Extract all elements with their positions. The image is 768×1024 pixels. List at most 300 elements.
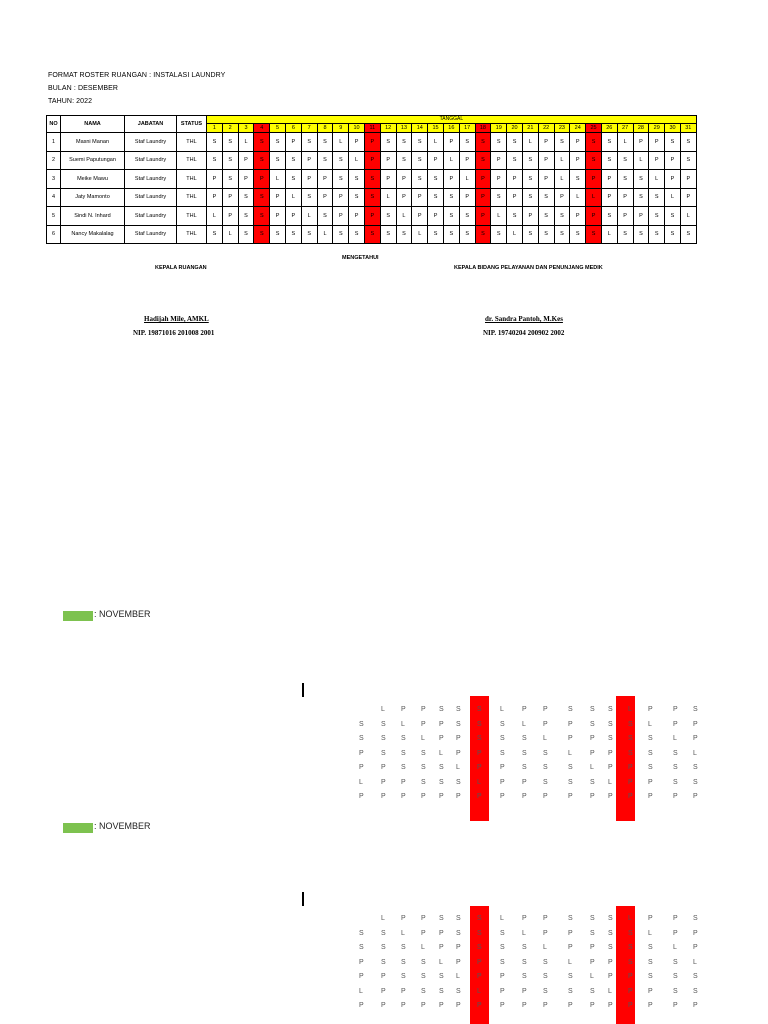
shift-cell: P [254, 170, 270, 189]
day-header: 19 [491, 124, 507, 133]
ghost-highlight-1 [63, 611, 93, 621]
shift-cell: P [601, 188, 617, 207]
ghost-letter: S [673, 987, 678, 995]
shift-cell: P [538, 151, 554, 170]
shift-cell: S [586, 151, 602, 170]
shift-cell: S [554, 207, 570, 226]
shift-cell: L [333, 133, 349, 152]
day-header: 30 [665, 124, 681, 133]
kepala-ruangan-name: Hadijah Mile, AMKL [144, 315, 209, 323]
shift-cell: S [428, 225, 444, 244]
ghost-letter: S [477, 944, 482, 951]
shift-cell: S [254, 225, 270, 244]
shift-cell: P [680, 170, 696, 189]
ghost-letter: S [522, 944, 527, 951]
shift-cell: P [459, 151, 475, 170]
ghost-letter: S [500, 944, 505, 951]
shift-cell: S [254, 151, 270, 170]
shift-cell: L [349, 151, 365, 170]
ghost-letter: P [543, 915, 548, 922]
shift-cell: L [680, 207, 696, 226]
ghost-letter: L [500, 706, 504, 713]
shift-cell: P [633, 207, 649, 226]
ghost-letter: S [439, 706, 444, 713]
ghost-letter: P [590, 793, 595, 800]
ghost-letter: P [456, 1002, 461, 1009]
shift-cell: L [396, 207, 412, 226]
shift-cell: P [238, 151, 254, 170]
ghost-letter: S [608, 720, 613, 728]
shift-cell: S [665, 133, 681, 152]
ghost-letter: P [608, 958, 613, 966]
row-jabatan: Staf Laundry [125, 133, 177, 152]
row-no: 1 [47, 133, 61, 152]
shift-cell: S [459, 225, 475, 244]
row-status: THL [177, 170, 207, 189]
shift-cell: S [285, 170, 301, 189]
ghost-letter: P [568, 944, 573, 951]
shift-cell: S [222, 133, 238, 152]
shift-cell: S [617, 151, 633, 170]
shift-cell: S [601, 151, 617, 170]
shift-cell: S [617, 170, 633, 189]
ghost-letter: L [568, 958, 572, 966]
ghost-letter: L [628, 915, 632, 922]
ghost-letter: S [673, 749, 678, 757]
ghost-letter: S [543, 987, 548, 995]
shift-cell: S [522, 188, 538, 207]
kepala-bidang-nip: NIP. 19740204 200902 2002 [483, 329, 565, 337]
ghost-letter: S [477, 706, 482, 713]
ghost-letter: S [590, 915, 595, 922]
roster-month: BULAN : DESEMBER [48, 85, 119, 92]
shift-cell: L [649, 170, 665, 189]
ghost-letter: L [401, 720, 405, 728]
ghost-letter: P [543, 1002, 548, 1009]
shift-cell: S [507, 151, 523, 170]
shift-cell: L [301, 207, 317, 226]
shift-cell: L [380, 188, 396, 207]
shift-cell: P [649, 151, 665, 170]
ghost-letter: L [673, 944, 677, 951]
ghost-letter: L [543, 944, 547, 951]
ghost-letter: P [500, 764, 505, 771]
shift-cell: S [475, 225, 491, 244]
row-jabatan: Staf Laundry [125, 188, 177, 207]
shift-cell: P [364, 133, 380, 152]
shift-cell: S [475, 133, 491, 152]
shift-cell: S [538, 225, 554, 244]
ghost-letter: S [673, 778, 678, 786]
shift-cell: S [222, 151, 238, 170]
shift-cell: P [412, 188, 428, 207]
shift-cell: S [396, 225, 412, 244]
row-status: THL [177, 207, 207, 226]
ghost-november-label-2: : NOVEMBER [94, 821, 151, 831]
shift-cell: S [270, 225, 286, 244]
day-header: 5 [270, 124, 286, 133]
shift-cell: S [507, 133, 523, 152]
shift-cell: S [364, 225, 380, 244]
shift-cell: S [349, 170, 365, 189]
shift-cell: P [396, 188, 412, 207]
ghost-letter: P [381, 764, 386, 771]
ghost-letter: S [477, 735, 482, 742]
ghost-letter: P [456, 793, 461, 800]
row-name: Suemi Paputungan [61, 151, 125, 170]
day-header: 28 [633, 124, 649, 133]
shift-cell: S [538, 188, 554, 207]
shift-cell: P [554, 188, 570, 207]
shift-cell: P [475, 207, 491, 226]
ghost-letter: S [590, 720, 595, 728]
shift-cell: S [633, 225, 649, 244]
ghost-letter: S [522, 764, 527, 771]
shift-cell: P [443, 133, 459, 152]
ghost-red-column [470, 696, 489, 821]
ghost-letter: P [673, 1002, 678, 1009]
col-no-header: NO [47, 116, 61, 133]
ghost-letter: S [439, 915, 444, 922]
ghost-letter: P [500, 1002, 505, 1009]
shift-cell: S [238, 188, 254, 207]
ghost-letter: L [673, 735, 677, 742]
ghost-letter: S [522, 749, 527, 757]
ghost-letter: P [439, 929, 444, 937]
shift-cell: L [601, 225, 617, 244]
ghost-letter: S [421, 778, 426, 786]
day-header: 21 [522, 124, 538, 133]
col-status-header: STATUS [177, 116, 207, 133]
day-header: 3 [238, 124, 254, 133]
ghost-letter: S [359, 929, 364, 937]
row-jabatan: Staf Laundry [125, 207, 177, 226]
ghost-letter: P [456, 958, 461, 966]
shift-cell: L [554, 170, 570, 189]
kepala-ruangan-title: KEPALA RUANGAN [155, 265, 207, 271]
day-header: 27 [617, 124, 633, 133]
shift-cell: P [349, 133, 365, 152]
day-header: 6 [285, 124, 301, 133]
row-no: 3 [47, 170, 61, 189]
row-no: 5 [47, 207, 61, 226]
shift-cell: L [270, 170, 286, 189]
shift-cell: S [522, 225, 538, 244]
col-nama-header: NAMA [61, 116, 125, 133]
ghost-letter: P [401, 778, 406, 786]
ghost-letter: L [522, 720, 526, 728]
ghost-letter: P [543, 720, 548, 728]
shift-cell: S [428, 170, 444, 189]
day-header: 14 [412, 124, 428, 133]
shift-cell: S [570, 225, 586, 244]
ghost-letter: P [439, 735, 444, 742]
ghost-letter: P [477, 764, 482, 771]
shift-cell: S [254, 133, 270, 152]
ghost-letter: S [381, 958, 386, 966]
shift-cell: S [633, 188, 649, 207]
row-no: 4 [47, 188, 61, 207]
ghost-letter: S [381, 944, 386, 951]
row-status: THL [177, 225, 207, 244]
shift-cell: P [570, 151, 586, 170]
shift-cell: L [317, 225, 333, 244]
ghost-letter: S [439, 973, 444, 980]
shift-cell: L [428, 133, 444, 152]
ghost-letter: P [693, 929, 698, 937]
ghost-letter: P [359, 1002, 364, 1009]
ghost-letter: P [381, 987, 386, 995]
ghost-letter: L [359, 778, 363, 786]
shift-cell: P [285, 207, 301, 226]
ghost-letter: S [673, 973, 678, 980]
ghost-letter: L [693, 958, 697, 966]
ghost-letter: P [522, 987, 527, 995]
ghost-letter: L [439, 958, 443, 966]
shift-cell: S [649, 188, 665, 207]
mengetahui-label: MENGETAHUI [342, 255, 379, 261]
ghost-letter: S [456, 929, 461, 937]
ghost-letter: S [421, 973, 426, 980]
ghost-letter: L [421, 735, 425, 742]
ghost-letter: P [673, 706, 678, 713]
ghost-letter: S [693, 706, 698, 713]
ghost-letter: P [590, 958, 595, 966]
day-header: 24 [570, 124, 586, 133]
ghost-november-label-1: : NOVEMBER [94, 609, 151, 619]
shift-cell: S [586, 225, 602, 244]
ghost-letter: P [401, 987, 406, 995]
shift-cell: P [538, 133, 554, 152]
ghost-letter: S [628, 958, 633, 966]
ghost-letter: L [477, 778, 481, 786]
shift-cell: L [665, 188, 681, 207]
ghost-letter: P [673, 793, 678, 800]
shift-cell: S [412, 151, 428, 170]
shift-cell: P [270, 188, 286, 207]
ghost-letter: S [543, 778, 548, 786]
shift-cell: S [301, 225, 317, 244]
ghost-letter: P [500, 987, 505, 995]
shift-cell: P [538, 170, 554, 189]
ghost-letter: P [522, 915, 527, 922]
table-row [47, 207, 697, 226]
ghost-letter: S [628, 929, 633, 937]
shift-cell: L [570, 188, 586, 207]
shift-cell: L [459, 170, 475, 189]
shift-cell: L [507, 225, 523, 244]
shift-cell: P [222, 207, 238, 226]
ghost-letter: P [628, 987, 633, 995]
ghost-letter: P [608, 793, 613, 800]
ghost-letter: P [648, 706, 653, 713]
ghost-letter: L [456, 764, 460, 771]
ghost-letter: P [693, 1002, 698, 1009]
shift-cell: P [301, 170, 317, 189]
ghost-letter: S [590, 929, 595, 937]
roster-title: FORMAT ROSTER RUANGAN : INSTALASI LAUNDRY [48, 72, 226, 79]
ghost-letter: S [543, 764, 548, 771]
ghost-letter: S [421, 987, 426, 995]
ghost-letter: S [608, 915, 613, 922]
ghost-letter: P [522, 1002, 527, 1009]
ghost-letter: S [608, 944, 613, 951]
row-jabatan: Staf Laundry [125, 170, 177, 189]
ghost-letter: P [590, 735, 595, 742]
shift-cell: S [222, 170, 238, 189]
shift-cell: S [412, 170, 428, 189]
shift-cell: P [428, 207, 444, 226]
ghost-letter: S [439, 987, 444, 995]
ghost-letter: S [456, 720, 461, 728]
ghost-letter: P [477, 958, 482, 966]
ghost-letter: P [359, 793, 364, 800]
shift-cell: S [459, 207, 475, 226]
ghost-letter: S [590, 778, 595, 786]
shift-cell: S [522, 151, 538, 170]
ghost-letter: L [456, 973, 460, 980]
day-header: 11 [364, 124, 380, 133]
ghost-letter: S [628, 720, 633, 728]
ghost-letter: P [628, 778, 633, 786]
shift-cell: S [665, 225, 681, 244]
ghost-letter: L [381, 915, 385, 922]
ghost-cursor-1 [302, 683, 304, 697]
ghost-letter: S [568, 915, 573, 922]
shift-cell: S [459, 133, 475, 152]
ghost-letter: P [359, 749, 364, 757]
shift-cell: S [285, 225, 301, 244]
ghost-letter: S [456, 915, 461, 922]
ghost-letter: S [439, 764, 444, 771]
shift-cell: P [459, 188, 475, 207]
shift-cell: S [270, 151, 286, 170]
ghost-letter: L [568, 749, 572, 757]
table-row [47, 225, 697, 244]
day-header: 12 [380, 124, 396, 133]
ghost-letter: S [359, 944, 364, 951]
shift-cell: P [601, 170, 617, 189]
day-header: 2 [222, 124, 238, 133]
table-row [47, 188, 697, 207]
shift-cell: S [443, 188, 459, 207]
day-header: 18 [475, 124, 491, 133]
ghost-letter: S [648, 958, 653, 966]
ghost-letter: S [421, 749, 426, 757]
shift-cell: S [491, 188, 507, 207]
ghost-letter: P [439, 944, 444, 951]
shift-cell: S [349, 188, 365, 207]
ghost-letter: L [590, 764, 594, 771]
shift-cell: S [475, 151, 491, 170]
ghost-letter: P [693, 793, 698, 800]
shift-cell: P [364, 207, 380, 226]
ghost-letter: L [522, 929, 526, 937]
shift-cell: L [285, 188, 301, 207]
ghost-letter: P [648, 915, 653, 922]
ghost-letter: P [568, 720, 573, 728]
ghost-letter: P [608, 764, 613, 771]
ghost-letter: P [648, 1002, 653, 1009]
ghost-letter: S [477, 915, 482, 922]
shift-cell: L [586, 188, 602, 207]
shift-cell: P [507, 188, 523, 207]
row-no: 6 [47, 225, 61, 244]
ghost-letter: P [543, 793, 548, 800]
shift-cell: P [428, 151, 444, 170]
ghost-letter: P [500, 973, 505, 980]
ghost-letter: P [401, 793, 406, 800]
ghost-letter: S [522, 973, 527, 980]
shift-cell: L [617, 133, 633, 152]
ghost-letter: P [628, 973, 633, 980]
ghost-letter: P [456, 735, 461, 742]
row-jabatan: Staf Laundry [125, 225, 177, 244]
ghost-letter: S [568, 973, 573, 980]
shift-cell: P [285, 133, 301, 152]
row-name: Nancy Makalalag [61, 225, 125, 244]
shift-cell: S [285, 151, 301, 170]
ghost-letter: S [381, 749, 386, 757]
ghost-letter: P [590, 749, 595, 757]
shift-cell: S [396, 151, 412, 170]
shift-cell: S [680, 133, 696, 152]
row-status: THL [177, 188, 207, 207]
ghost-letter: P [673, 915, 678, 922]
shift-cell: S [649, 207, 665, 226]
ghost-letter: S [568, 706, 573, 713]
col-tanggal-header: TANGGAL [207, 116, 697, 124]
ghost-letter: S [381, 929, 386, 937]
ghost-letter: L [590, 973, 594, 980]
shift-cell: P [617, 207, 633, 226]
shift-cell: S [301, 188, 317, 207]
ghost-letter: P [456, 944, 461, 951]
ghost-letter: P [401, 915, 406, 922]
ghost-letter: S [500, 735, 505, 742]
ghost-letter: L [500, 915, 504, 922]
ghost-letter: S [543, 749, 548, 757]
shift-cell: S [207, 133, 223, 152]
ghost-letter: S [673, 958, 678, 966]
day-header: 23 [554, 124, 570, 133]
ghost-letter: P [628, 764, 633, 771]
shift-cell: P [333, 207, 349, 226]
ghost-letter: S [648, 735, 653, 742]
ghost-letter: L [648, 720, 652, 728]
ghost-letter: P [401, 1002, 406, 1009]
ghost-letter: S [590, 706, 595, 713]
kepala-bidang-title: KEPALA BIDANG PELAYANAN DAN PENUNJANG MEDIK [454, 265, 603, 271]
shift-cell: L [412, 225, 428, 244]
ghost-letter: P [381, 793, 386, 800]
ghost-letter: S [456, 987, 461, 995]
ghost-letter: L [693, 749, 697, 757]
shift-cell: S [601, 207, 617, 226]
ghost-letter: P [693, 720, 698, 728]
shift-cell: P [301, 151, 317, 170]
ghost-letter: P [477, 749, 482, 757]
day-header: 26 [601, 124, 617, 133]
shift-cell: S [601, 133, 617, 152]
ghost-letter: S [693, 778, 698, 786]
ghost-letter: S [500, 749, 505, 757]
table-row [47, 151, 697, 170]
ghost-letter: L [648, 929, 652, 937]
shift-cell: P [333, 188, 349, 207]
ghost-letter: P [421, 706, 426, 713]
ghost-letter: S [568, 764, 573, 771]
